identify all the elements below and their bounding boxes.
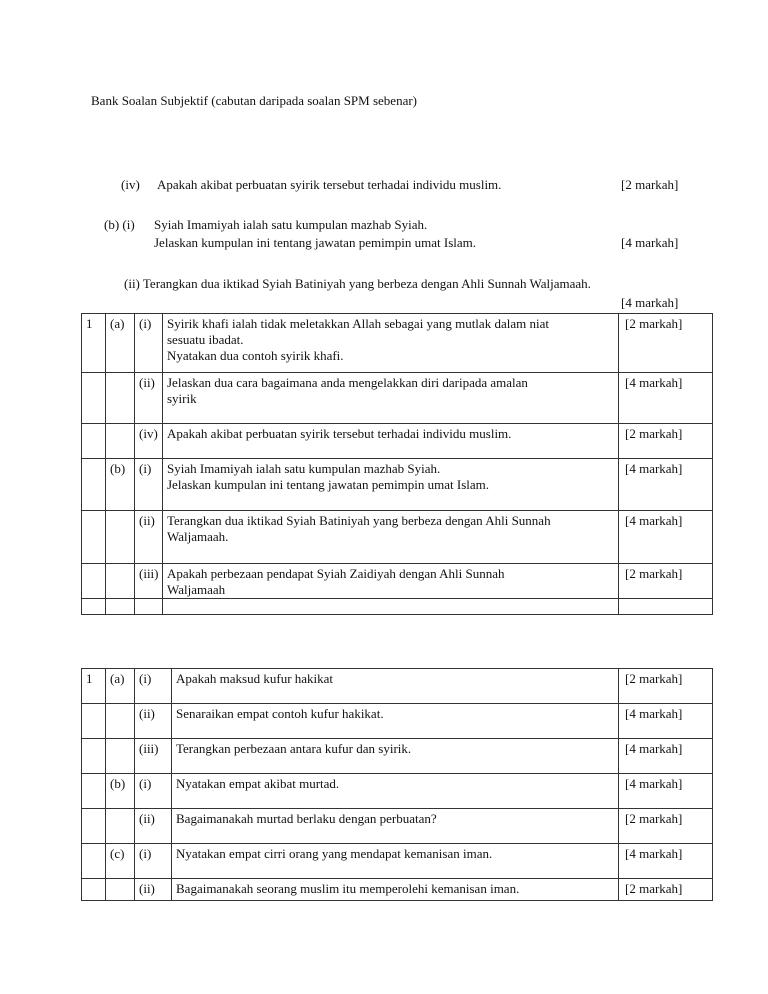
question-number	[82, 511, 106, 564]
question-number	[82, 879, 106, 901]
question-number: 1	[82, 669, 106, 704]
question-part: (b)	[106, 459, 135, 511]
question-subpart: (ii)	[135, 879, 172, 901]
question-number	[82, 564, 106, 599]
question-mark: [4 markah]	[619, 844, 713, 879]
question-mark: [2 markah]	[619, 564, 713, 599]
intro-iv-mark: [2 markah]	[621, 177, 679, 192]
table-row	[82, 599, 713, 615]
table-row	[82, 669, 713, 704]
table-row	[82, 564, 713, 599]
question-text: Jelaskan dua cara bagaimana anda mengelakkan diri daripada amalan syirik	[163, 373, 619, 424]
question-text	[163, 599, 619, 615]
question-number	[82, 809, 106, 844]
question-part	[106, 564, 135, 599]
table-row	[82, 314, 713, 373]
intro-ii-question: (ii) Terangkan dua iktikad Syiah Batiniyah yang berbeza dengan Ahli Sunnah Waljamaah.	[124, 276, 591, 291]
question-subpart: (ii)	[135, 704, 172, 739]
question-mark: [4 markah]	[619, 459, 713, 511]
question-part	[106, 704, 135, 739]
question-number	[82, 459, 106, 511]
question-number	[82, 599, 106, 615]
question-number	[82, 739, 106, 774]
question-mark: [4 markah]	[619, 511, 713, 564]
question-subpart: (i)	[135, 844, 172, 879]
question-number	[82, 424, 106, 459]
question-table-2	[81, 668, 713, 901]
question-part: (a)	[106, 669, 135, 704]
question-part	[106, 739, 135, 774]
question-subpart: (iii)	[135, 739, 172, 774]
table-row	[82, 809, 713, 844]
question-text: Senaraikan empat contoh kufur hakikat.	[172, 704, 619, 739]
question-number	[82, 844, 106, 879]
table-row	[82, 879, 713, 901]
table-row	[82, 844, 713, 879]
question-mark	[619, 599, 713, 615]
intro-iv-number: (iv)	[121, 177, 140, 192]
question-text: Apakah perbezaan pendapat Syiah Zaidiyah dengan Ahli Sunnah Waljamaah	[163, 564, 619, 599]
table-row	[82, 373, 713, 424]
question-number	[82, 373, 106, 424]
intro-b-line1: Syiah Imamiyah ialah satu kumpulan mazhab Syiah.	[154, 217, 428, 232]
question-number	[82, 774, 106, 809]
question-part	[106, 599, 135, 615]
intro-iv-question: Apakah akibat perbuatan syirik tersebut terhadai individu muslim.	[157, 177, 502, 192]
table-row	[82, 704, 713, 739]
intro-b-line2: Jelaskan kumpulan ini tentang jawatan pemimpin umat Islam.	[154, 235, 477, 250]
question-subpart: (i)	[135, 459, 163, 511]
question-text: Bagaimanakah murtad berlaku dengan perbuatan?	[172, 809, 619, 844]
question-mark: [4 markah]	[619, 704, 713, 739]
question-mark: [2 markah]	[619, 809, 713, 844]
question-part	[106, 879, 135, 901]
question-text: Nyatakan empat akibat murtad.	[172, 774, 619, 809]
question-number	[82, 704, 106, 739]
question-text: Terangkan perbezaan antara kufur dan syirik.	[172, 739, 619, 774]
intro-ii-mark: [4 markah]	[621, 295, 679, 310]
question-part	[106, 511, 135, 564]
question-part: (b)	[106, 774, 135, 809]
question-mark: [2 markah]	[619, 879, 713, 901]
question-text: Apakah maksud kufur hakikat	[172, 669, 619, 704]
table-row	[82, 774, 713, 809]
table-row	[82, 511, 713, 564]
question-text: Apakah akibat perbuatan syirik tersebut terhadai individu muslim.	[163, 424, 619, 459]
question-text: Terangkan dua iktikad Syiah Batiniyah yang berbeza dengan Ahli Sunnah Waljamaah.	[163, 511, 619, 564]
question-text: Bagaimanakah seorang muslim itu memperolehi kemanisan iman.	[172, 879, 619, 901]
table-row	[82, 739, 713, 774]
intro-b-number: (b) (i)	[104, 217, 135, 232]
question-subpart: (ii)	[135, 373, 163, 424]
question-subpart: (i)	[135, 669, 172, 704]
question-subpart: (i)	[135, 774, 172, 809]
question-subpart: (iii)	[135, 564, 163, 599]
question-number: 1	[82, 314, 106, 373]
table-row	[82, 459, 713, 511]
question-text: Nyatakan empat cirri orang yang mendapat kemanisan iman.	[172, 844, 619, 879]
question-mark: [2 markah]	[619, 424, 713, 459]
question-subpart: (iv)	[135, 424, 163, 459]
question-part	[106, 809, 135, 844]
question-part: (a)	[106, 314, 135, 373]
question-text: Syiah Imamiyah ialah satu kumpulan mazhab Syiah. Jelaskan kumpulan ini tentang jawatan pemimpin umat Islam.	[163, 459, 619, 511]
question-mark: [4 markah]	[619, 774, 713, 809]
question-text: Syirik khafi ialah tidak meletakkan Allah sebagai yang mutlak dalam niat sesuatu ibadat. Nyatakan dua contoh syirik khafi.	[163, 314, 619, 373]
question-mark: [2 markah]	[619, 314, 713, 373]
question-subpart: (ii)	[135, 511, 163, 564]
intro-b-mark: [4 markah]	[621, 235, 679, 250]
page-header: Bank Soalan Subjektif (cabutan daripada soalan SPM sebenar)	[91, 93, 417, 108]
question-table-1	[81, 313, 713, 615]
question-subpart: (i)	[135, 314, 163, 373]
question-part	[106, 424, 135, 459]
question-mark: [4 markah]	[619, 373, 713, 424]
question-mark: [4 markah]	[619, 739, 713, 774]
question-subpart: (ii)	[135, 809, 172, 844]
question-part	[106, 373, 135, 424]
question-subpart	[135, 599, 163, 615]
question-part: (c)	[106, 844, 135, 879]
question-mark: [2 markah]	[619, 669, 713, 704]
table-row	[82, 424, 713, 459]
